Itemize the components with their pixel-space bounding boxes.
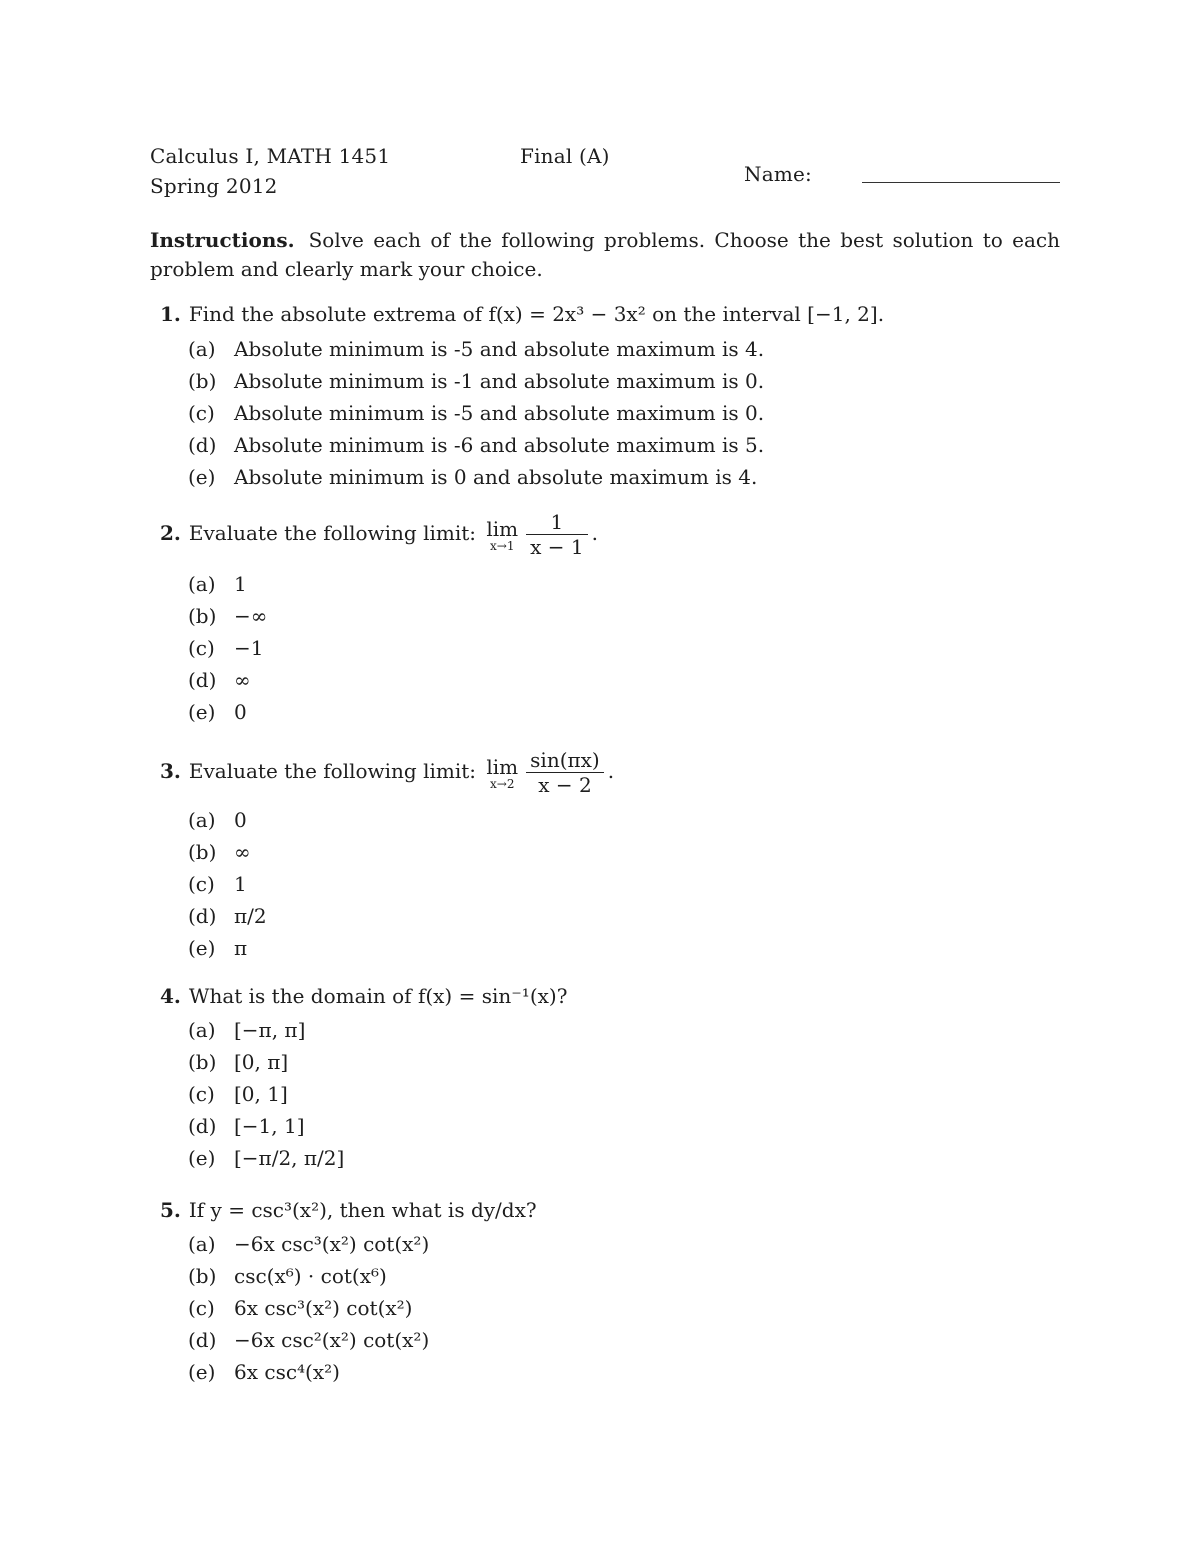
option-label: (c): [188, 872, 215, 896]
option-3a[interactable]: [188, 808, 247, 832]
option-text: π: [234, 936, 248, 960]
option-label: (d): [188, 433, 217, 457]
option-4a[interactable]: [188, 1018, 305, 1042]
option-label: (a): [188, 808, 216, 832]
option-label: (b): [188, 1050, 217, 1074]
option-text: csc(x⁶) · cot(x⁶): [234, 1264, 387, 1288]
option-text: Absolute minimum is 0 and absolute maximum is 4.: [234, 465, 758, 489]
question-3: 3. Evaluate the following limit: lim x→2 $\frac{\sin(\pi x)}{x - 2}$ .: [160, 748, 615, 797]
option-label: (d): [188, 1114, 217, 1138]
option-label: (c): [188, 1296, 215, 1320]
option-5b[interactable]: [188, 1264, 387, 1288]
option-label: (a): [188, 572, 216, 596]
question-2: 2. Evaluate the following limit: lim x→1 $\frac{1}{x - 1}$ .: [160, 510, 598, 559]
instructions: [150, 226, 1060, 284]
option-label: (b): [188, 369, 217, 393]
option-5a[interactable]: [188, 1232, 429, 1256]
option-text: −∞: [234, 604, 268, 628]
option-label: (e): [188, 700, 216, 724]
question-prompt: If y = csc³(x²), then what is dy/dx?: [188, 1198, 537, 1222]
option-text: 1: [234, 872, 247, 896]
question-prompt: Find the absolute extrema of f(x) = 2x³ − 3x² on the interval [−1, 2].: [188, 302, 885, 326]
option-label: (d): [188, 668, 217, 692]
limit-subscript: x→2: [490, 776, 515, 791]
option-label: (b): [188, 1264, 217, 1288]
option-text: −6x csc²(x²) cot(x²): [234, 1328, 430, 1352]
option-text: π/2: [234, 904, 267, 928]
option-text: 6x csc³(x²) cot(x²): [234, 1296, 413, 1320]
option-2d[interactable]: [188, 668, 251, 692]
option-label: (d): [188, 904, 217, 928]
option-3e[interactable]: [188, 936, 247, 960]
fraction-numerator: 1: [526, 510, 587, 535]
question-5: [160, 1198, 537, 1222]
option-4b[interactable]: [188, 1050, 288, 1074]
question-number: 5.: [160, 1198, 181, 1222]
limit-subscript: x→1: [490, 538, 515, 553]
option-3d[interactable]: [188, 904, 267, 928]
instructions-title: Instructions.: [150, 228, 295, 252]
option-4e[interactable]: [188, 1146, 344, 1170]
option-label: (c): [188, 401, 215, 425]
option-label: (b): [188, 840, 217, 864]
option-2e[interactable]: [188, 700, 247, 724]
option-1c[interactable]: [188, 401, 764, 425]
question-number: 3.: [160, 759, 181, 783]
option-text: Absolute minimum is -1 and absolute maximum is 0.: [234, 369, 765, 393]
question-number: 1.: [160, 302, 181, 326]
option-label: (a): [188, 1018, 216, 1042]
option-label: (a): [188, 337, 216, 361]
option-text: 0: [234, 808, 247, 832]
option-1b[interactable]: [188, 369, 764, 393]
option-label: (e): [188, 1360, 216, 1384]
course-title: Calculus I, MATH 1451: [150, 144, 391, 168]
option-text: 0: [234, 700, 247, 724]
limit-fraction: [526, 748, 604, 797]
limit-fraction: [526, 510, 587, 559]
option-text: [−π, π]: [234, 1018, 306, 1042]
option-2c[interactable]: [188, 636, 263, 660]
option-label: (c): [188, 636, 215, 660]
option-5d[interactable]: [188, 1328, 429, 1352]
option-5c[interactable]: [188, 1296, 413, 1320]
fraction-denominator: x − 2: [538, 773, 592, 797]
option-2a[interactable]: [188, 572, 247, 596]
option-text: [0, π]: [234, 1050, 289, 1074]
option-5e[interactable]: [188, 1360, 340, 1384]
option-label: (e): [188, 1146, 216, 1170]
option-text: 6x csc⁴(x²): [234, 1360, 340, 1384]
fraction-denominator: x − 1: [530, 535, 584, 559]
option-text: Absolute minimum is -5 and absolute maximum is 4.: [234, 337, 765, 361]
option-text: [0, 1]: [234, 1082, 288, 1106]
option-label: (e): [188, 465, 216, 489]
option-4d[interactable]: [188, 1114, 305, 1138]
question-prompt: Evaluate the following limit:: [188, 521, 477, 545]
option-text: −1: [234, 636, 264, 660]
option-2b[interactable]: [188, 604, 267, 628]
option-label: (e): [188, 936, 216, 960]
name-label: Name:: [744, 162, 812, 186]
option-label: (b): [188, 604, 217, 628]
option-label: (c): [188, 1082, 215, 1106]
option-text: ∞: [234, 840, 251, 864]
option-text: 1: [234, 572, 247, 596]
option-1e[interactable]: [188, 465, 757, 489]
option-1d[interactable]: [188, 433, 764, 457]
question-prompt: Evaluate the following limit:: [188, 759, 477, 783]
question-4: [160, 984, 567, 1008]
name-field-line[interactable]: [862, 182, 1060, 183]
option-3c[interactable]: [188, 872, 247, 896]
option-label: (d): [188, 1328, 217, 1352]
limit-operator: lim x→2: [486, 754, 519, 791]
option-text: [−1, 1]: [234, 1114, 305, 1138]
question-1: [160, 302, 884, 326]
instructions-text: Solve each of the following problems. Choose the best solution to each problem and clearly mark your choice.: [150, 228, 1060, 281]
option-text: Absolute minimum is -6 and absolute maximum is 5.: [234, 433, 765, 457]
option-text: ∞: [234, 668, 251, 692]
question-number: 2.: [160, 521, 181, 545]
option-text: Absolute minimum is -5 and absolute maximum is 0.: [234, 401, 765, 425]
option-text: −6x csc³(x²) cot(x²): [234, 1232, 430, 1256]
option-text: [−π/2, π/2]: [234, 1146, 345, 1170]
option-4c[interactable]: [188, 1082, 288, 1106]
exam-title: Final (A): [520, 144, 610, 168]
option-label: (a): [188, 1232, 216, 1256]
question-prompt: What is the domain of f(x) = sin⁻¹(x)?: [188, 984, 568, 1008]
option-3b[interactable]: [188, 840, 251, 864]
limit-operator: lim x→1: [486, 516, 519, 553]
term: Spring 2012: [150, 174, 278, 198]
fraction-numerator: sin(πx): [526, 748, 604, 773]
option-1a[interactable]: [188, 337, 764, 361]
question-number: 4.: [160, 984, 181, 1008]
